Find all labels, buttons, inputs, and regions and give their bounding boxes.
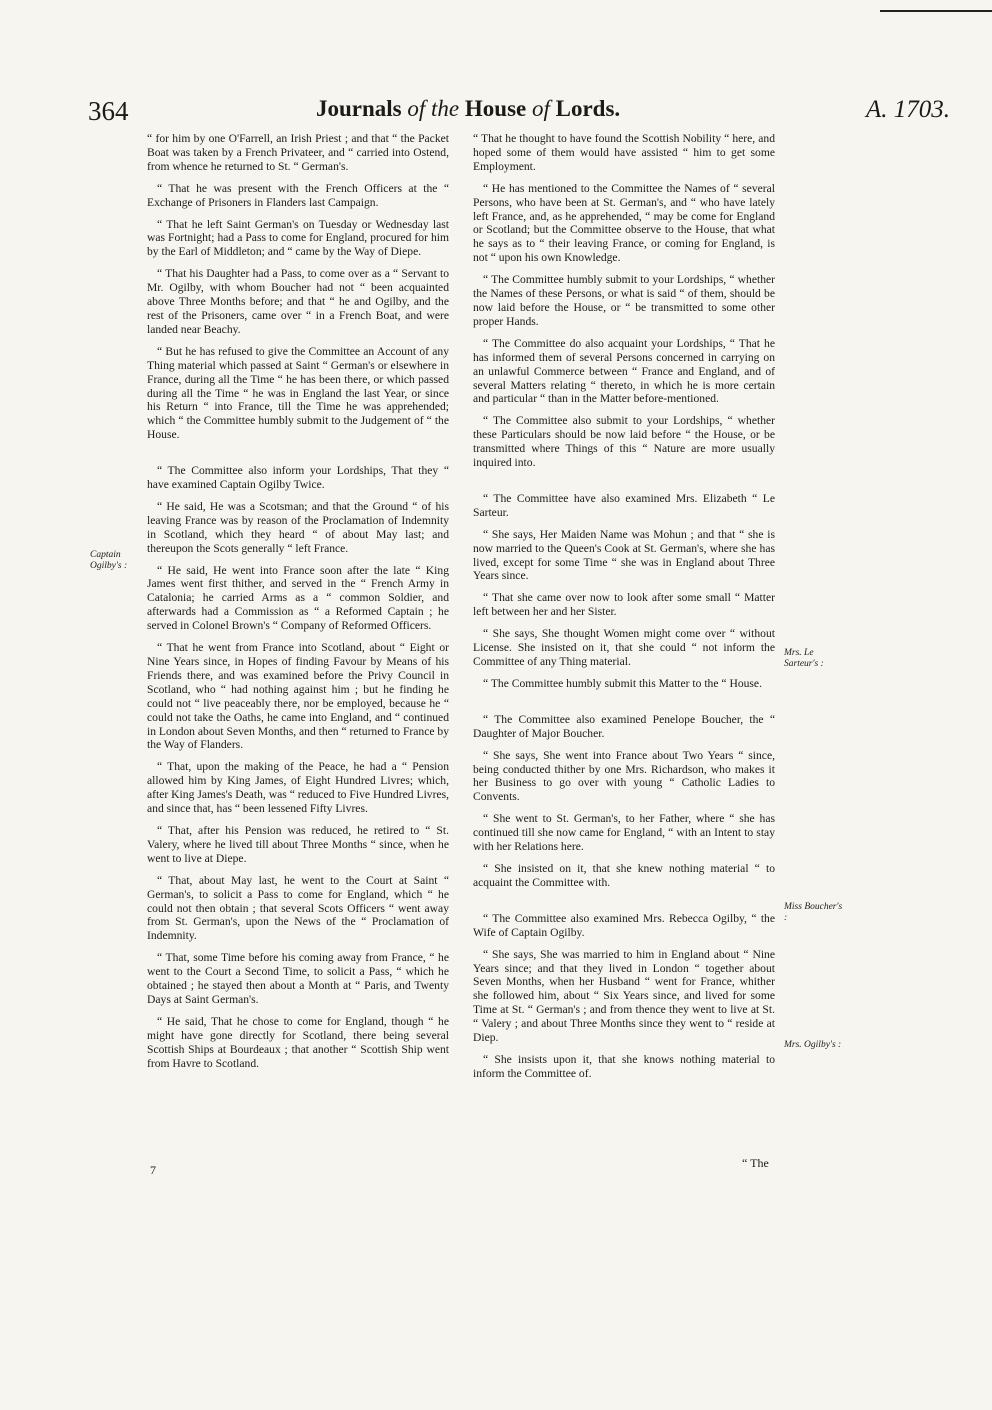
signature-mark: 7 <box>150 1163 156 1177</box>
paragraph: “ That he was present with the French Officers at the “ Exchange of Prisoners in Flanders last Campaign. <box>147 181 449 209</box>
paragraph: “ He said, He went into France soon after the late “ King James went first thither, and served in the “ French Army in Catalonia; he carried Arms as a “ common Soldier, and afterwards had a Commission as “ a Reformed Captain ; he served in Colonel Brown's “ Company of Reformed Officers. <box>147 563 449 633</box>
paragraph: “ That he thought to have found the Scottish Nobility “ here, and hoped some of them would have assisted “ him to get some Employment. <box>473 132 775 173</box>
paragraph: “ That his Daughter had a Pass, to come over as a “ Servant to Mr. Ogilby, with whom Boucher had not “ been acquainted above Three Months before; and that “ he and Ogilby, and the rest of the Prisoners, came over “ in a French Boat, and were landed near Beachy. <box>147 267 449 336</box>
paragraph: “ She went to St. German's, to her Father, where “ she has continued till she now came for England, “ with an Intent to stay with her Relations here. <box>473 812 775 854</box>
paragraph: “ She insisted on it, that she knew nothing material “ to acquaint the Committee with. <box>473 861 775 889</box>
paragraph: “ for him by one O'Farrell, an Irish Priest ; and that “ the Packet Boat was taken by a French Privateer, and “ carried into Ostend, from whence he returned to St. “ German's. <box>147 132 449 173</box>
margin-note-le-sarteur: Mrs. Le Sarteur's : <box>784 648 824 669</box>
paragraph: “ That he went from France into Scotland, about “ Eight or Nine Years since, in Hopes of finding Favour by Means of his Friends there, and was examined before the Privy Council in Scotland, who “ had nothing against him ; but he finding he could not “ live peaceably there, nor be employed, because he “ could not take the Oaths, he came into England, and “ continued in London about Seven Months, and then “ returned to France by the Way of Flanders. <box>147 641 450 752</box>
paragraph: “ He said, That he chose to come for England, though “ he might have gone directly for Scotland, there being several Scottish Ships at Bourdeaux ; that another “ Scottish Ship went from Havre to Scotland. <box>147 1014 449 1070</box>
section-heading: “ The Committee also examined Mrs. Rebecca Ogilby, “ the Wife of Captain Ogilby. <box>473 911 775 939</box>
paragraph: “ That, about May last, he went to the Court at Saint “ German's, to solicit a Pass to come for England, which “ he could not then obtain ; that several Scots Officers “ went away from St. German's, upon the News of the “ Proclamation of Indemnity. <box>147 873 449 943</box>
title-journals: Journals <box>316 96 402 121</box>
page-number: 364 <box>88 96 129 126</box>
paragraph: “ The Committee also submit to your Lordships, “ whether these Particulars should be now laid before “ the House, or be transmitted where Things of this “ Nature are more usually inquired into. <box>473 414 775 470</box>
section-heading: “ The Committee have also examined Mrs. Elizabeth “ Le Sarteur. <box>473 491 775 519</box>
paragraph: “ He said, He was a Scotsman; and that the Ground “ of his leaving France was by reason of the Proclamation of Indemnity in Scotland, which they heard “ of about May last; and thereupon the Scots generally “ left France. <box>147 499 449 555</box>
paragraph: “ She says, She went into France about Two Years “ since, being conducted thither by one Mrs. Richardson, who makes it her Business to go over with young “ Catholic Ladies to Convents. <box>473 748 775 804</box>
paragraph: “ That he left Saint German's on Tuesday or Wednesday last was Fortnight; had a Pass to come for England, procured for him by the Earl of Middleton; and “ came by the Way of Diepe. <box>147 217 449 259</box>
section-heading: “ The Committee also examined Penelope Boucher, the “ Daughter of Major Boucher. <box>473 712 775 740</box>
title-house: House <box>464 96 527 121</box>
year-heading: A. 1703. <box>866 96 951 123</box>
margin-note-boucher: Miss Boucher's : <box>784 902 843 923</box>
paragraph: “ That, upon the making of the Peace, he had a “ Pension allowed him by King James, of Eight Hundred Livres; which, after King James's Death, was “ reduced to Five Hundred Livres, and since that, has “ been lessened Fifty Livres. <box>147 760 449 816</box>
paragraph: “ He has mentioned to the Committee the Names of “ several Persons, who have been at St. German's, and “ who have lately left France, and, as he apprehended, “ may be come for England or Scotland; but the Committee observe to the House, that what he says as to “ their leaving France, or coming for England, is not “ upon his own Knowledge. <box>473 181 775 265</box>
paragraph: “ But he has refused to give the Committee an Account of any Thing material which passed at Saint “ German's or elsewhere in France, during all the Time “ he has been there, or which passed during all the Time “ he was in England the last Year, or since his Return “ into France, till the Time he was apprehended; which “ the Committee humbly submit to the Judgement of “ the House. <box>147 344 449 442</box>
title-lords: Lords. <box>555 96 621 121</box>
paragraph: “ She insists upon it, that she knows nothing material to inform the Committee of. <box>473 1052 775 1080</box>
margin-note-mrs-ogilby: Mrs. Ogilby's : <box>784 1040 842 1050</box>
paragraph: “ She says, She thought Women might come over “ without License. She insisted on it, that she could “ not inform the Committee of any Thing material. <box>473 627 775 668</box>
top-rule <box>880 10 992 12</box>
paragraph: “ That she came over now to look after some small “ Matter left between her and her Sister. <box>473 591 775 619</box>
paragraph: “ The Committee do also acquaint your Lordships, “ That he has informed them of several Persons concerned in carrying on an unlawful Commerce between “ France and England, and of several Matters relating “ thereto, in which he is more certain and particular “ than in the Matter before-mentioned. <box>473 336 775 406</box>
left-column <box>147 132 449 1078</box>
paragraph: “ She says, Her Maiden Name was Mohun ; and that “ she is now married to the Queen's Cook at St. German's, where she has lived, except for some Time “ she was in England about Three Years since. <box>473 527 775 583</box>
paragraph: “ That, some Time before his coming away from France, “ he went to the Court a Second Time, to solicit a Pass, “ which he obtained ; he stayed then about a Month at “ Paris, and Twenty Days at Saint German's. <box>147 951 449 1006</box>
paragraph: “ The Committee humbly submit to your Lordships, “ whether the Names of these Persons, or what is said “ of them, should be now laid before the House, or “ be transmitted to some other proper Hands. <box>473 273 775 328</box>
paragraph: “ The Committee humbly submit this Matter to the “ House. <box>483 676 762 690</box>
paragraph: “ That, after his Pension was reduced, he retired to “ St. Valery, where he lived till about Three Months “ since, when he went to live at Diepe. <box>147 823 449 865</box>
title-of: of <box>526 96 556 121</box>
title-of-the: of the <box>401 96 465 121</box>
right-column <box>473 132 775 1089</box>
paragraph: “ She says, She was married to him in England about “ Nine Years since; and that they lived in London “ together about Seven Months, when her Husband “ went for France, whither she followed him, about “ Six Years since, and lived for some Time at St. “ German's ; and from thence they went to live at St. “ Valery ; and about Three Months since they went to “ reside at Diep. <box>473 947 775 1045</box>
catchword: “ The <box>742 1156 769 1170</box>
margin-note-ogilby: Captain Ogilby's : <box>90 550 128 571</box>
running-title <box>316 96 620 122</box>
section-heading: “ The Committee also inform your Lordships, That they “ have examined Captain Ogilby Twice. <box>147 464 449 492</box>
